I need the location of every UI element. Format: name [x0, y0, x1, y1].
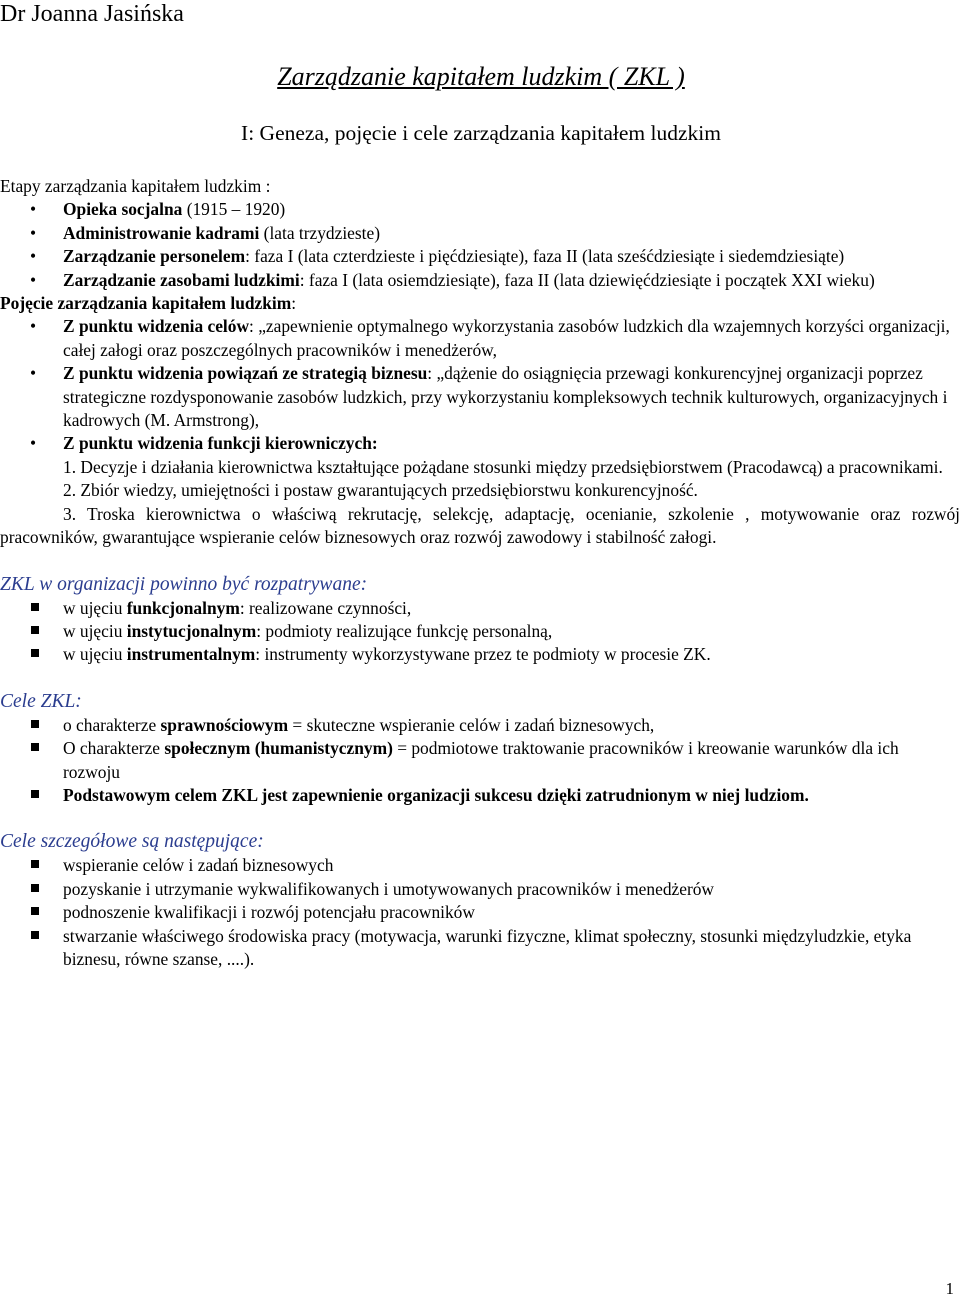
square-bullet-icon: [31, 884, 39, 892]
bullet-icon: •: [30, 433, 37, 454]
square-bullet-icon: [31, 720, 39, 728]
list-item: • Administrowanie kadrami (lata trzydzieste): [0, 222, 953, 245]
list-item: • Z punktu widzenia powiązań ze strategią biznesu: „dążenie do osiągnięcia przewagi konkurencyjnej organizacji poprzez strategiczne rozdysponowanie zasobów ludzkich, przy wykorzystaniu kompleksowych technik kulturowych, organizacyjnych i kadrowych (M. Armstrong),: [30, 363, 948, 431]
list-item: • Opieka socjalna (1915 – 1920): [0, 198, 953, 221]
numbered-item: 1. Decyzje i działania kierownictwa kształtujące pożądane stosunki między przedsiębiorstwem (Pracodawcą) a pracownikami.: [63, 456, 943, 477]
list-item: w ujęciu instytucjonalnym: podmioty realizujące funkcję personalną,: [0, 620, 953, 643]
zkl-organizacja-heading: ZKL w organizacji powinno być rozpatrywane:: [0, 573, 368, 595]
bullet-icon: •: [30, 246, 37, 267]
list-item: w ujęciu instrumentalnym: instrumenty wykorzystywane przez te podmioty w procesie ZK.: [0, 643, 953, 666]
numbered-item: 3. Troska kierownictwa o właściwą rekrutację, selekcję, adaptację, ocenianie, szkolenie , motywowanie oraz rozwój pracowników, gwarantujące wspieranie celów biznesowych oraz rozwój zawodowy i stabilność załogi.: [0, 503, 960, 548]
list-item: • Zarządzanie zasobami ludzkimi: faza I (lata osiemdziesiąte), faza II (lata dziewięćdziesiąte i początek XXI wieku): [0, 269, 953, 292]
page-number: 1: [945, 1278, 954, 1298]
list-item: stwarzanie właściwego środowiska pracy (motywacja, warunki fizyczne, klimat społeczny, stosunki międzyludzkie, etyka biznesu, równe szanse, ....).: [0, 925, 953, 972]
square-bullet-icon: [31, 907, 39, 915]
list-item: • Zarządzanie personelem: faza I (lata czterdzieste i pięćdziesiąte), faza II (lata sześćdziesiąte i siedemdziesiąte): [0, 245, 953, 268]
list-item: podnoszenie kwalifikacji i rozwój potencjału pracowników: [0, 901, 953, 924]
bullet-icon: •: [30, 199, 37, 220]
list-item: o charakterze sprawnościowym = skuteczne wspieranie celów i zadań biznesowych,: [0, 714, 953, 737]
square-bullet-icon: [31, 860, 39, 868]
pojecie-heading: Pojęcie zarządzania kapitałem ludzkim:: [0, 293, 297, 314]
square-bullet-icon: [31, 931, 39, 939]
list-item: wspieranie celów i zadań biznesowych: [0, 854, 953, 877]
document-body: [0, 175, 960, 971]
list-item: Podstawowym celem ZKL jest zapewnienie organizacji sukcesu dzięki zatrudnionym w niej ludziom.: [0, 784, 960, 807]
square-bullet-icon: [31, 790, 39, 798]
bullet-icon: •: [30, 363, 37, 384]
list-item: pozyskanie i utrzymanie wykwalifikowanych i umotywowanych pracowników i menedżerów: [0, 878, 953, 901]
square-bullet-icon: [31, 649, 39, 657]
square-bullet-icon: [31, 743, 39, 751]
numbered-item: 2. Zbiór wiedzy, umiejętności i postaw gwarantujących przedsiębiorstwu konkurencyjność.: [63, 480, 698, 501]
bullet-icon: •: [30, 269, 37, 290]
author-name: Dr Joanna Jasińska: [0, 1, 184, 27]
square-bullet-icon: [31, 603, 39, 611]
list-item: w ujęciu funkcjonalnym: realizowane czynności,: [0, 597, 953, 620]
list-item: • Z punktu widzenia funkcji kierowniczych:: [0, 432, 953, 455]
bullet-icon: •: [30, 222, 37, 243]
section-subtitle: I: Geneza, pojęcie i cele zarządzania kapitałem ludzkim: [241, 121, 721, 145]
etapy-heading: Etapy zarządzania kapitałem ludzkim :: [0, 176, 271, 196]
cele-heading: Cele ZKL:: [0, 690, 82, 712]
square-bullet-icon: [31, 626, 39, 634]
list-item: O charakterze społecznym (humanistycznym) = podmiotowe traktowanie pracowników i kreowanie warunków dla ich rozwoju: [0, 737, 953, 784]
document-title: Zarządzanie kapitałem ludzkim ( ZKL ): [277, 62, 685, 91]
bullet-icon: •: [30, 316, 37, 337]
cele-szczegolowe-heading: Cele szczegółowe są następujące:: [0, 831, 264, 853]
list-item: • Z punktu widzenia celów: „zapewnienie optymalnego wykorzystania zasobów ludzkich dla wzajemnych korzyści organizacji, całej załogi oraz poszczególnych pracowników i menedżerów,: [30, 316, 950, 360]
